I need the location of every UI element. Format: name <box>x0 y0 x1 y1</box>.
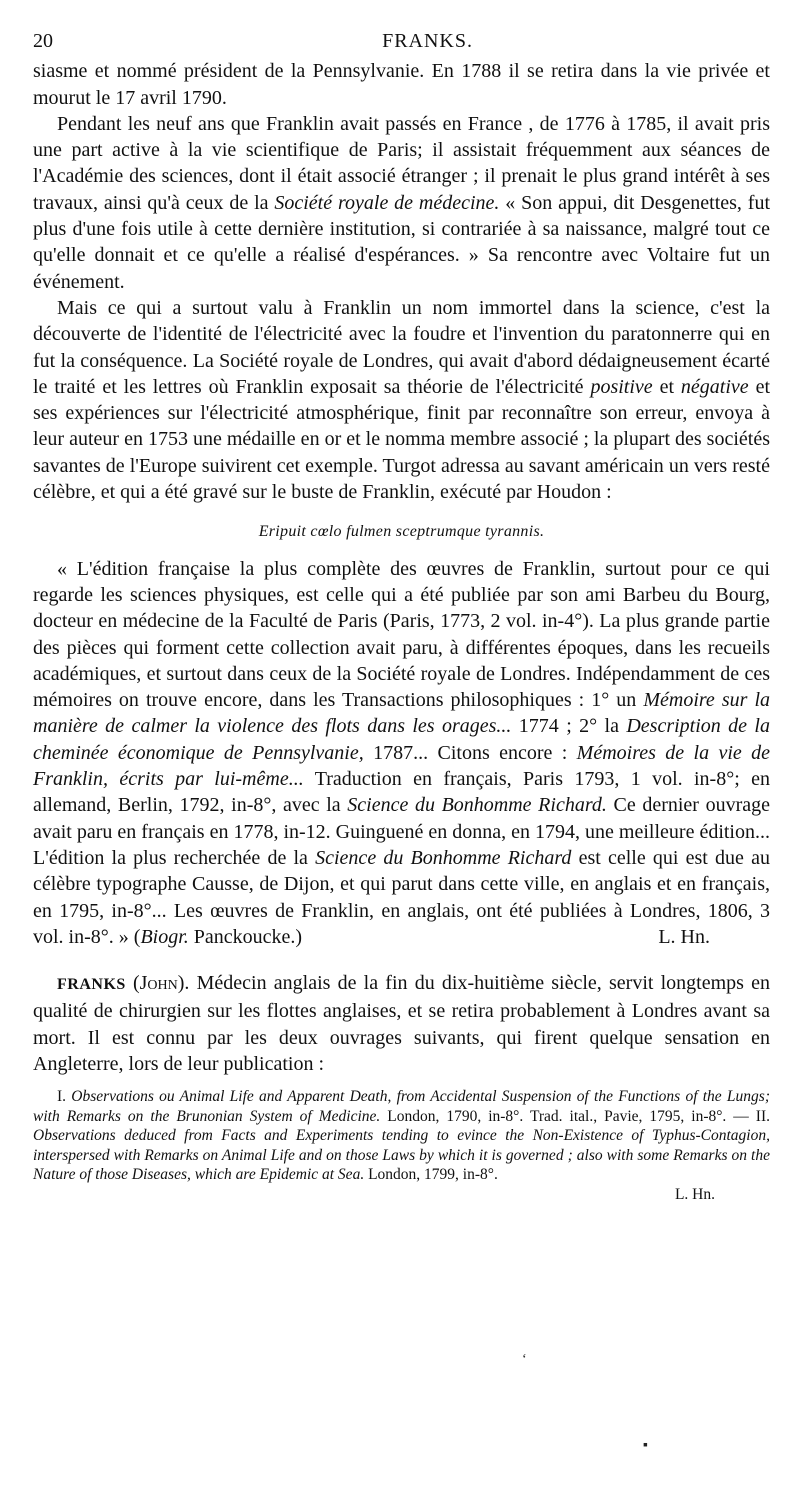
epigraph: Eripuit cœlo fulmen sceptrumque tyrannis. <box>258 523 545 541</box>
running-title: FRANKS. <box>382 30 473 52</box>
franklin-paragraph-2: Pendant les neuf ans que Franklin avait passés en France , de 1776 à 1785, il avait pris une part active à la vie scientifique de Paris; il assistait fréquemment aux séances de l'Académie des sciences, dont il était associé étranger ; il prenait le plus grand intérêt à ses travaux, ainsi qu'à ceux de la Société royale de médecine. « Son appui, dit Desgenettes, fut plus d'une fois utile à cette dernière institution, si contrariée à sa naissance, malgré tout ce qu'elle donnait et ce qu'elle a réalisé d'espérances. » Sa rencontre avec Voltaire fut un événement. <box>33 112 770 293</box>
franklin-paragraph-1: siasme et nommé président de la Pennsylvanie. En 1788 il se retira dans la vie privée et mourut le 17 avril 1790. <box>33 60 770 109</box>
franks-entry: FRANKS (John). Médecin anglais de la fin du dix-huitième siècle, servit longtemps en qualité de chirurgien sur les flottes anglaises, et se retira probablement à Londres avant sa mort. Il est connu par les deux ouvrages suivants, qui firent quelque sensation en Angleterre, lors de leur publication : <box>33 972 771 1075</box>
entry-headword: FRANKS <box>57 976 126 994</box>
document-page <box>33 28 770 1204</box>
bibliography <box>33 1087 770 1204</box>
bibliography-entries: I. Observations ou Animal Life and Apparent Death, from Accidental Suspension of the Functions of the Lungs; with Remarks on the Brunonian System of Medicine. London, 1790, in-8°. Trad. ital., Pavie, 1795, in-8°. — II. Observations deduced from Facts and Experiments tending to evince the Non-Existence of Typhus-Contagion, interspersed with Remarks on Animal Life and on those Laws by which it is governed ; also with some Remarks on the Nature of those Diseases, which are Epidemic at Sea. London, 1799, in-8°. <box>33 1088 770 1184</box>
page-header <box>33 28 473 54</box>
print-speck: ▪ <box>643 1438 648 1453</box>
franks-signature: L. Hn. <box>674 1185 715 1203</box>
franklin-paragraph-4: « L'édition française la plus complète des œuvres de Franklin, surtout pour ce qui regarde les sciences physiques, est celle qui a été publiée par son ami Barbeu du Bourg, docteur en médecine de la Faculté de Paris (Paris, 1773, 2 vol. in-4°). La plus grande partie des pièces qui forment cette collection avait paru, à différentes époques, dans les recueils académiques, et surtout dans ceux de la Société royale de Londres. Indépendamment de ces mémoires on trouve encore, dans les Transactions philosophiques : 1° un Mémoire sur la manière de calmer la violence des flots dans les orages... 1774 ; 2° la Description de la cheminée économique de Pennsylvanie, 1787... Citons encore : Mémoires de la vie de Franklin, écrits par lui-même... Traduction en français, Paris 1793, 1 vol. in-8°; en allemand, Berlin, 1792, in-8°, avec la Science du Bonhomme Richard. Ce dernier ouvrage avait paru en français en 1778, in-12. Guinguené en donna, en 1794, une meilleure édition... L'édition la plus recherchée de la Science du Bonhomme Richard est celle qui est due au célèbre typographe Causse, de Dijon, et qui parut dans cette ville, en anglais et en français, en 1795, in-8°... Les œuvres de Franklin, en anglais, ont été publiées à Londres, 1806, 3 vol. in-8°. » (Biogr. Panckoucke.) L. Hn. <box>33 556 770 950</box>
franklin-paragraph-3: Mais ce qui a surtout valu à Franklin un nom immortel dans la science, c'est la découverte de l'identité de l'électricité avec la foudre et l'invention du paratonnerre qui en fut la conséquence. La Société royale de Londres, qui avait d'abord dédaigneusement écarté le traité et les lettres où Franklin exposait sa théorie de l'électricité positive et négative et ses expériences sur l'électricité atmosphérique, finit par reconnaître son erreur, envoya à leur auteur en 1753 une médaille en or et le nomma membre associé ; la plupart des sociétés savantes de l'Europe suivirent cet exemple. Turgot adressa au savant américain un vers resté célèbre, et qui a été gravé sur le buste de Franklin, exécuté par Houdon : <box>33 296 771 504</box>
page-number: 20 <box>33 30 53 52</box>
franklin-signature: L. Hn. <box>658 925 710 948</box>
print-speck: ʻ <box>522 1352 527 1367</box>
entry-given-name: (John). <box>132 972 190 995</box>
